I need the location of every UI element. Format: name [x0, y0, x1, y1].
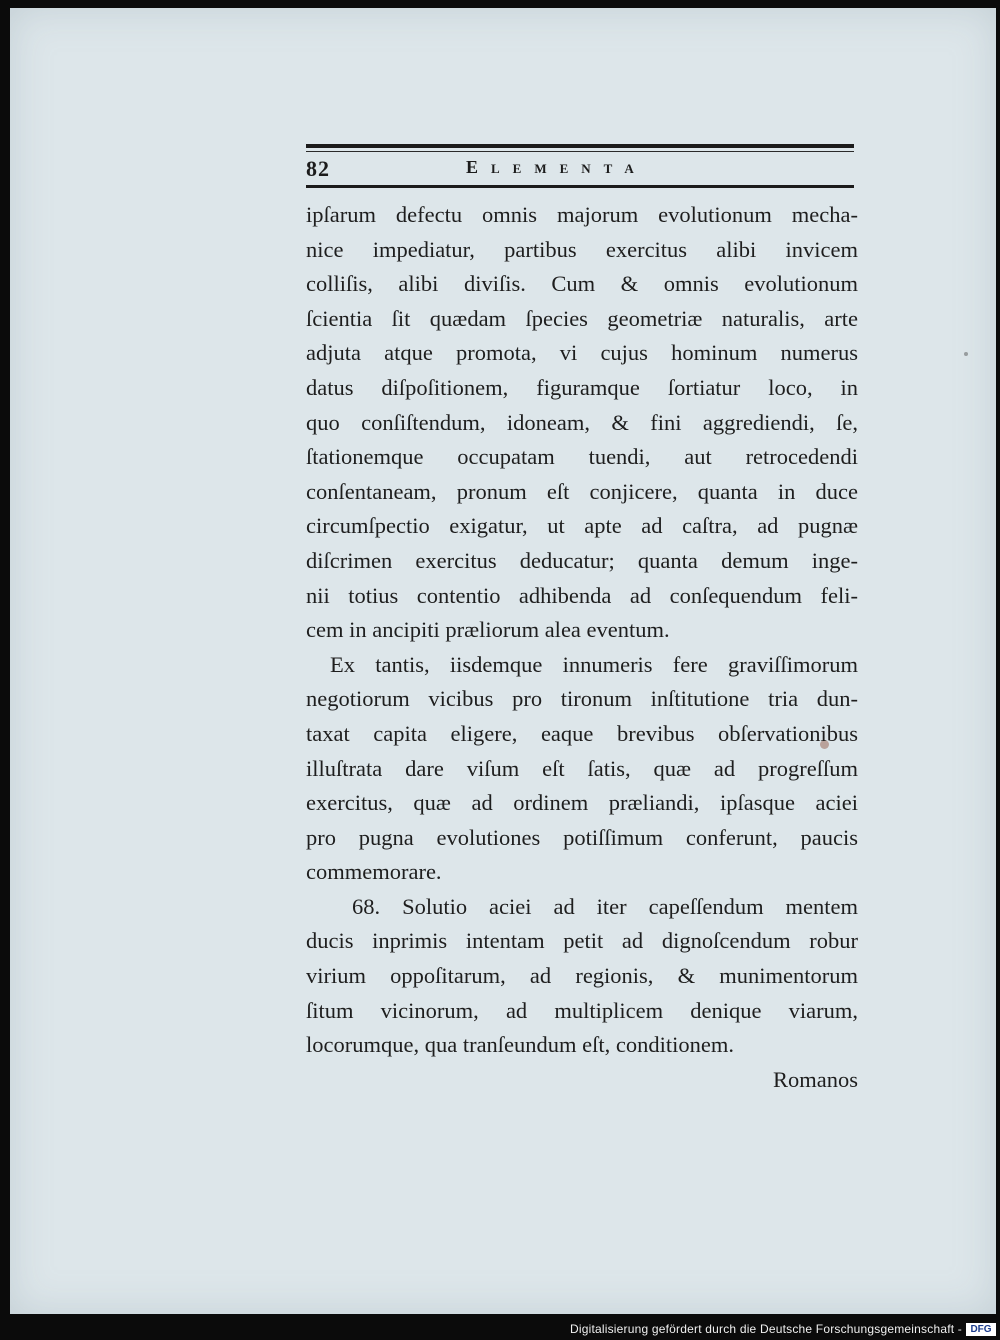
- running-head: [306, 156, 854, 184]
- header-rule-top-thin: [306, 151, 854, 152]
- text-line: ipſarum defectu omnis majorum evolutionum mecha-: [306, 202, 858, 227]
- text-line: nice impediatur, partibus exercitus alibi invicem: [306, 236, 858, 262]
- text-line: ſcientia ſit quædam ſpecies geometriæ naturalis, arte: [306, 305, 858, 331]
- text-line: colliſis, alibi diviſis. Cum & omnis evolutionum: [306, 271, 858, 297]
- text-line: locorumque, qua tranſeundum eſt, conditionem.: [306, 1032, 735, 1058]
- text-line: Ex tantis, iisdemque innumeris fere graviſſimorum: [330, 651, 858, 677]
- paragraph: [306, 198, 858, 648]
- dfg-logo: DFG: [966, 1323, 996, 1336]
- text-line: illuſtrata dare viſum eſt ſatis, quæ ad progreſſum: [306, 755, 858, 781]
- text-line: ſitum vicinorum, ad multiplicem denique viarum,: [306, 997, 858, 1023]
- text-line: cem in ancipiti præliorum alea eventum.: [306, 617, 670, 643]
- paragraph: [306, 890, 858, 1063]
- text-line: ducis inprimis intentam petit ad dignoſcendum robur: [306, 928, 858, 954]
- paper-speck: [964, 352, 968, 356]
- text-line: pro pugna evolutiones potiſſimum conferunt, paucis: [306, 824, 858, 850]
- text-line: negotiorum vicibus pro tironum inſtitutione tria dun-: [306, 686, 858, 712]
- text-line: diſcrimen exercitus deducatur; quanta demum inge-: [306, 547, 858, 573]
- body-text: [306, 198, 858, 1097]
- text-line: conſentaneam, pronum eſt conjicere, quanta in duce: [306, 478, 858, 504]
- text-line: commemorare.: [306, 859, 442, 885]
- running-title: Elementa: [466, 157, 647, 177]
- text-line: exercitus, quæ ad ordinem præliandi, ipſasque aciei: [306, 790, 858, 816]
- paragraph: [306, 648, 858, 890]
- header-rule-bottom: [306, 185, 854, 188]
- text-line: circumſpectio exigatur, ut apte ad caſtra, ad pugnæ: [306, 513, 858, 539]
- text-line: 68. Solutio aciei ad iter capeſſendum mentem: [352, 893, 858, 919]
- footer-credit: Digitalisierung gefördert durch die Deutsche Forschungsgemeinschaft -: [570, 1322, 962, 1336]
- paragraphs-container: [306, 198, 858, 1063]
- text-line: adjuta atque promota, vi cujus hominum numerus: [306, 340, 858, 366]
- text-line: virium oppoſitarum, ad regionis, & munimentorum: [306, 963, 858, 989]
- text-line: nii totius contentio adhibenda ad conſequendum feli-: [306, 582, 858, 608]
- page-number: 82: [306, 156, 330, 181]
- text-line: taxat capita eligere, eaque brevibus obſervationibus: [306, 720, 858, 746]
- header-rule-top: [306, 144, 854, 148]
- text-line: quo conſiſtendum, idoneam, & fini aggrediendi, ſe,: [306, 409, 858, 435]
- text-line: datus diſpoſitionem, figuramque ſortiatur loco, in: [306, 374, 858, 400]
- catchword: Romanos: [772, 1066, 858, 1092]
- text-line: ſtationemque occupatam tuendi, aut retrocedendi: [306, 444, 858, 470]
- footer-bar: [0, 1320, 1000, 1340]
